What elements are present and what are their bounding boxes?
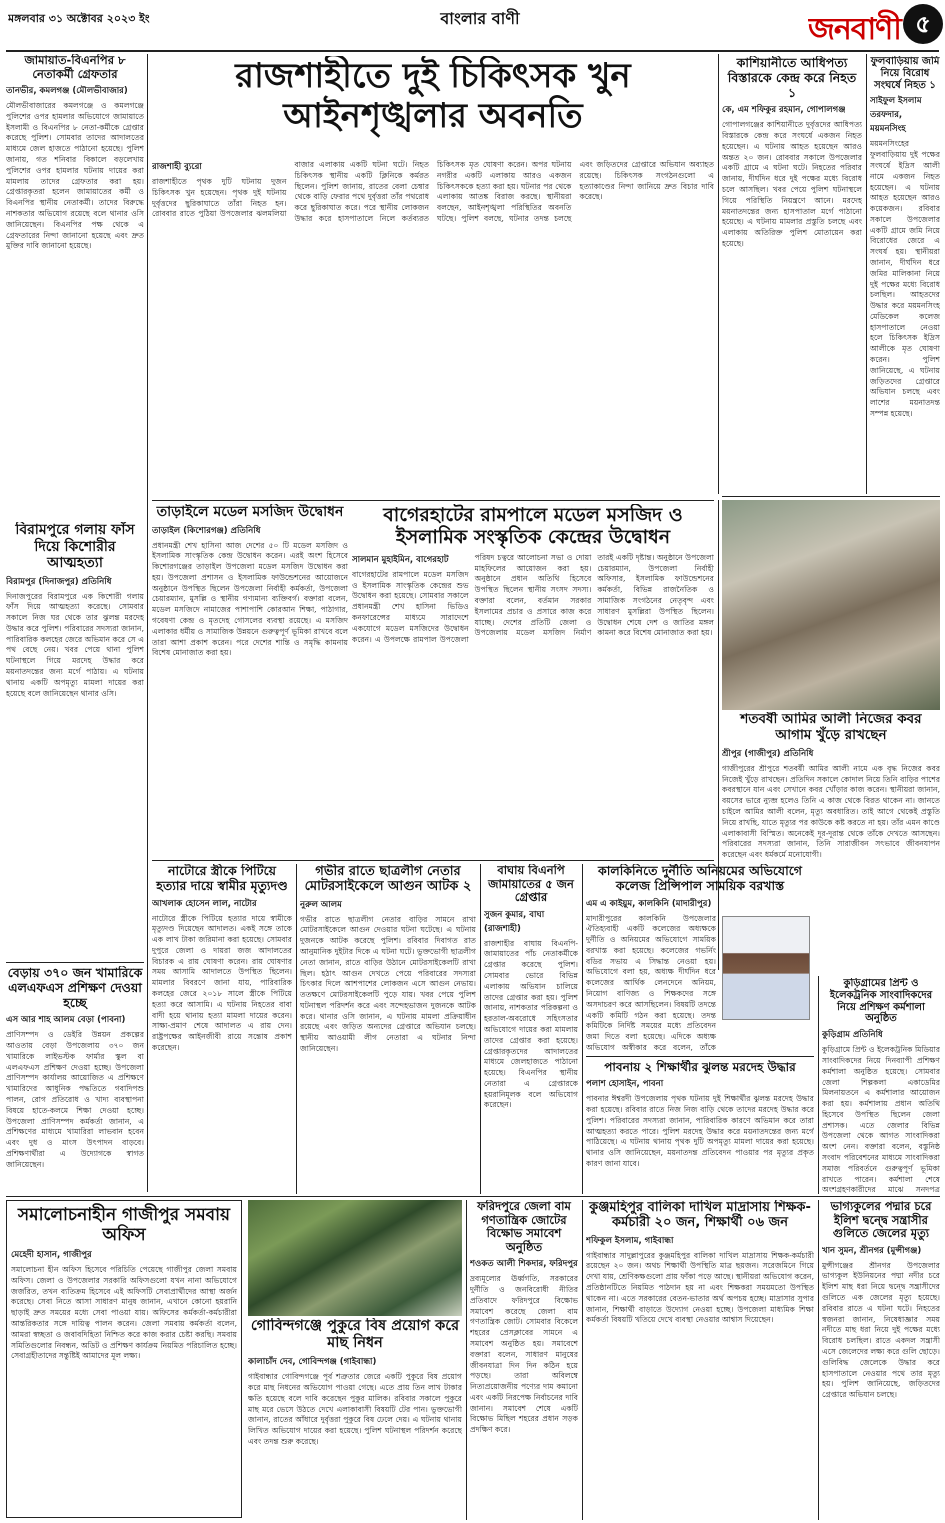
headline: গোবিন্দগঞ্জে পুকুরে বিষ প্রয়োগ করে মাছ নিধন xyxy=(250,1318,460,1352)
article-gazipur xyxy=(6,1200,242,1518)
divider xyxy=(6,1196,940,1197)
column-rule xyxy=(147,54,148,1192)
page-number: ৫ xyxy=(903,4,943,44)
article-body: গাইবান্ধার গোবিন্দগঞ্জে পূর্ব শত্রুতার জেরে একটি পুকুরে বিষ প্রয়োগ করে মাছ নিধনের অভিযোগ পাওয়া গেছে। এতে প্রায় তিন লাখ টাকার ক্ষতি হয়েছে বলে দাবি করেছেন পুকুর মালিক। রবিবার সকালে পুকুরে মাছ মরে ভেসে উঠতে দেখে এলাকাবাসী বিষয়টি টের পান। ভুক্তভোগী জানান, রাতের আঁধারে দুর্বৃত্তরা পুকুরে বিষ ঢেলে দেয়। এ ঘটনায় থানায় লিখিত অভিযোগ দায়ের করা হয়েছে। পুলিশ ঘটনাস্থল পরিদর্শন করেছে এবং তদন্ত শুরু করেছে। xyxy=(248,1372,462,1446)
article-body: মাদারীপুরের কালকিনি উপজেলার ঐতিহ্যবাহী একটি কলেজের অধ্যক্ষকে দুর্নীতি ও অনিয়মের অভিযোগে সাময়িক বরখাস্ত করা হয়েছে। কলেজের গভর্নিং বডির সভায় এ সিদ্ধান্ত নেওয়া হয়। অভিযোগে বলা হয়, অধ্যক্ষ দীর্ঘদিন ধরে কলেজের আর্থিক লেনদেনে অনিয়ম, নিয়োগ বাণিজ্য ও শিক্ষকদের সঙ্গে অসদাচরণ করে আসছিলেন। বিষয়টি তদন্তে একটি কমিটি গঠন করা হয়েছে। তদন্ত কমিটিকে নির্দিষ্ট সময়ের মধ্যে প্রতিবেদন জমা দিতে বলা হয়েছে। এদিকে অধ্যক্ষ অভিযোগ অস্বীকার করে বলেন, তাঁকে xyxy=(586,913,716,1052)
article-bagha xyxy=(484,864,578,1194)
column-rule xyxy=(866,54,867,494)
article-body: দ্রব্যমূল্যের ঊর্ধ্বগতি, সরকারের দুর্নীতি ও জনবিরোধী নীতির প্রতিবাদে ফরিদপুরে বিক্ষোভ সমাবেশ করেছে জেলা বাম গণতান্ত্রিক জোট। সোমবার বিকেলে শহরের প্রেসক্লাবের সামনে এ সমাবেশ অনুষ্ঠিত হয়। সমাবেশে বক্তারা বলেন, সাধারণ মানুষের জীবনযাত্রা দিন দিন কঠিন হয়ে পড়ছে। তারা অবিলম্বে নিত্যপ্রয়োজনীয় পণ্যের দাম কমানো এবং একটি নিরপেক্ষ নির্বাচনের দাবি জানান। সমাবেশ শেষে একটি বিক্ষোভ মিছিল শহরের প্রধান সড়ক প্রদক্ষিণ করে। xyxy=(470,1274,578,1435)
headline: গভীর রাতে ছাত্রলীগ নেতার মোটরসাইকেলে আগুন আটক ২ xyxy=(304,864,472,895)
byline: শফিকুল ইসলাম, গাইবান্ধা xyxy=(586,1235,674,1246)
article-body: বাগেরহাটের রামপালে মডেল মসজিদ ও ইসলামিক সাংস্কৃতিক কেন্দ্রের শুভ উদ্বোধন করা হয়েছে। সোমবার সকালে প্রধানমন্ত্রী শেখ হাসিনা ভিডিও কনফারেন্সের মাধ্যমে সারাদেশে একযোগে মডেল মসজিদের উদ্বোধন করেন। এ উপলক্ষে রামপাল উপজেলা পরিষদ চত্বরে আলোচনা সভা ও দোয়া মাহফিলের আয়োজন করা হয়। অনুষ্ঠানে প্রধান অতিথি হিসেবে উপস্থিত ছিলেন স্থানীয় সংসদ সদস্য। বক্তারা বলেন, বর্তমান সরকার ইসলামের প্রচার ও প্রসারে কাজ করে যাচ্ছে। দেশের প্রতিটি জেলা ও উপজেলায় মডেল মসজিদ নির্মাণ তারই একটি দৃষ্টান্ত। অনুষ্ঠানে উপজেলা চেয়ারম্যান, উপজেলা নির্বাহী অফিসার, ইসলামিক ফাউন্ডেশনের কর্মকর্তা, বিভিন্ন রাজনৈতিক ও সামাজিক সংগঠনের নেতৃবৃন্দ এবং সাধারণ মুসল্লিরা উপস্থিত ছিলেন। উদ্বোধন শেষে দেশ ও জাতির মঙ্গল কামনা করে বিশেষ মোনাজাত করা হয়। xyxy=(352,552,714,644)
byline: বিরামপুর (দিনাজপুর) প্রতিনিধি xyxy=(6,576,112,587)
brand-logo xyxy=(808,2,943,50)
article-kurigram xyxy=(822,978,940,1194)
headline: ভাগ্যকুলের পদ্মার চরে ইলিশ দ্বন্দ্বে সন্ত্রাসীর গুলিতে জেলের মৃত্যু xyxy=(830,1200,932,1241)
brand-logo-text: জনবাণী xyxy=(808,12,901,47)
headline: জামায়াত-বিএনপির ৮ নেতাকর্মী গ্রেফতার xyxy=(24,54,126,81)
article-body: রাজশাহীতে পৃথক দুটি ঘটনায় দুজন চিকিৎসক খুন হয়েছেন। পৃথক দুই ঘটনায় দুর্বৃত্তদের ছুরিকাঘাতে তাঁরা নিহত হন। রোববার রাতে পুঠিয়া উপজেলার ঝলমলিয়া বাজার এলাকায় একটি ঘটনা ঘটে। নিহত চিকিৎসক স্থানীয় একটি ক্লিনিকে কর্মরত ছিলেন। পুলিশ জানায়, রাতের বেলা চেম্বার থেকে বাড়ি ফেরার পথে দুর্বৃত্তরা তাঁর পথরোধ করে ছুরিকাঘাত করে। পরে স্থানীয় লোকজন উদ্ধার করে হাসপাতালে নিলে কর্তব্যরত চিকিৎসক মৃত ঘোষণা করেন। অপর ঘটনায় নগরীর একটি এলাকায় আরও একজন চিকিৎসককে হত্যা করা হয়। ঘটনার পর থেকে এলাকায় আতঙ্ক বিরাজ করছে। স্থানীয়রা বলছেন, আইনশৃঙ্খলা পরিস্থিতির অবনতি ঘটছে। পুলিশ বলছে, ঘটনার তদন্ত চলছে এবং জড়িতদের গ্রেপ্তারে অভিযান অব্যাহত রয়েছে। চিকিৎসক সংগঠনগুলো এ হত্যাকাণ্ডের নিন্দা জানিয়ে দ্রুত বিচার দাবি করেছে। xyxy=(152,160,714,223)
article-body: গভীর রাতে ছাত্রলীগ নেতার বাড়ির সামনে রাখা মোটরসাইকেলে আগুন দেওয়ার ঘটনা ঘটেছে। এ ঘটনায় দুজনকে আটক করেছে পুলিশ। রবিবার দিবাগত রাত আনুমানিক দুইটার দিকে এ ঘটনা ঘটে। ভুক্তভোগী ছাত্রলীগ নেতা জানান, রাতে বাড়ির উঠানে মোটরসাইকেলটি রাখা ছিল। হঠাৎ আগুন দেখতে পেয়ে পরিবারের সদস্যরা চিৎকার দিলে আশপাশের লোকজন এসে আগুন নেভায়। ততক্ষণে মোটরসাইকেলটি পুড়ে যায়। খবর পেয়ে পুলিশ ঘটনাস্থল পরিদর্শন করে এবং সন্দেহভাজন দুজনকে আটক করে। থানার ওসি জানান, এ ঘটনায় মামলা প্রক্রিয়াধীন রয়েছে এবং জড়িত অন্যদের গ্রেপ্তারে অভিযান চলছে। স্থানীয় আওয়ামী লীগ নেতারা এ ঘটনার নিন্দা জানিয়েছেন। xyxy=(300,914,476,1054)
byline: কুড়িগ্রাম প্রতিনিধি xyxy=(822,1030,883,1041)
headline: নাটোরে স্ত্রীকে পিটিয়ে হত্যার দায়ে স্বামীর মৃত্যুদণ্ড xyxy=(156,864,288,893)
article-body: রাজশাহীর বাঘায় বিএনপি-জামায়াতের পাঁচ নেতাকর্মীকে গ্রেপ্তার করেছে পুলিশ। সোমবার ভোরে বিভিন্ন এলাকায় অভিযান চালিয়ে তাদের গ্রেপ্তার করা হয়। পুলিশ জানায়, নাশকতার পরিকল্পনা ও হরতাল-অবরোধে সহিংসতার অভিযোগে দায়ের করা মামলায় তাদের গ্রেপ্তার করা হয়েছে। গ্রেপ্তারকৃতদের আদালতের মাধ্যমে জেলহাজতে পাঠানো হয়েছে। বিএনপির স্থানীয় নেতারা এ গ্রেপ্তারকে হয়রানিমূলক বলে অভিযোগ করেছেন। xyxy=(484,938,578,1110)
byline: সালমান মুহাইমিন, বাগেরহাট xyxy=(352,554,449,565)
headline: ফরিদপুরে জেলা বাম গণতান্ত্রিক জোটের বিক্ষোভ সমাবেশ অনুষ্ঠিত xyxy=(477,1200,571,1254)
article-body: মুন্সীগঞ্জের শ্রীনগর উপজেলার ভাগ্যকুল ইউনিয়নের পদ্মা নদীর চরে ইলিশ মাছ ধরা নিয়ে দ্বন্দ্বে সন্ত্রাসীদের গুলিতে এক জেলের মৃত্যু হয়েছে। রবিবার রাতে এ ঘটনা ঘটে। নিহতের স্বজনরা জানান, নিষেধাজ্ঞার সময় নদীতে মাছ ধরা নিয়ে দুই পক্ষের মধ্যে বিরোধ চলছিল। রাতে একদল সন্ত্রাসী এসে জেলেদের লক্ষ্য করে গুলি ছোড়ে। গুলিবিদ্ধ জেলেকে উদ্ধার করে হাসপাতালে নেওয়ার পথে তার মৃত্যু হয়। পুলিশ জানিয়েছে, জড়িতদের গ্রেপ্তারে অভিযান চলছে। xyxy=(822,1260,940,1400)
article-rajshahi xyxy=(152,160,714,490)
headline: শতবর্ষী আমির আলী নিজের কবর আগাম খুঁড়ে রাখছেন xyxy=(740,712,922,743)
byline: আখলাক হোসেন লাল, নাটোর xyxy=(152,898,257,909)
headline: কাশিয়ানীতে আধিপত্য বিস্তারকে কেন্দ্র করে নিহত ১ xyxy=(727,56,857,100)
article-body: দিনাজপুরের বিরামপুরে এক কিশোরী গলায় ফাঁস দিয়ে আত্মহত্যা করেছে। সোমবার সকালে নিজ ঘর থেকে তার ঝুলন্ত মরদেহ উদ্ধার করে পুলিশ। পরিবারের সদস্যরা জানান, পারিবারিক কলহের জেরে অভিমান করে সে এ পথ বেছে নেয়। খবর পেয়ে থানা পুলিশ ঘটনাস্থলে গিয়ে মরদেহ উদ্ধার করে ময়নাতদন্তের জন্য মর্গে পাঠায়। এ ঘটনায় থানায় একটি অপমৃত্যু মামলা দায়ের করা হয়েছে বলে জানিয়েছেন থানার ওসি। xyxy=(6,591,144,698)
article-body: গাজীপুরের শ্রীপুরে শতবর্ষী আমির আলী নামে এক বৃদ্ধ নিজের কবর নিজেই খুঁড়ে রাখছেন। প্রতিদিন সকালে কোদাল নিয়ে তিনি বাড়ির পাশের কবরস্থানে যান এবং সেখানে কবর খোঁড়ার কাজ করেন। স্থানীয়রা জানান, বয়সের ভারে ন্যুব্জ হলেও তিনি এ কাজ থেকে বিরত থাকেন না। জানতে চাইলে আমির আলী বলেন, মৃত্যু অবধারিত। তাই আগে থেকেই প্রস্তুতি নিয়ে রাখছি, যাতে মৃত্যুর পর কাউকে কষ্ট করতে না হয়। তাঁর এমন কাণ্ডে এলাকাবাসী বিস্মিত। অনেকেই দূর-দূরান্ত থেকে তাঁকে দেখতে আসছেন। পরিবারের সদস্যরা জানান, তিনি সারাজীবন সৎভাবে জীবনযাপন করেছেন এবং ধর্মকর্মে মনোযোগী। xyxy=(722,763,940,860)
column-rule xyxy=(582,1200,583,1520)
column-rule xyxy=(296,864,297,1194)
article-jamaat xyxy=(6,54,144,524)
headline: কালকিনিতে দুর্নীতি অনিয়মের অভিযোগে কলেজ প্রিন্সিপাল সাময়িক বরখাস্ত xyxy=(598,864,802,893)
article-tarail xyxy=(152,504,348,874)
byline: সাইফুল ইসলাম তরফদার, ময়মনসিংহ xyxy=(870,96,922,135)
column-rule xyxy=(466,1200,467,1520)
photo-dead-fish-pond xyxy=(248,1200,462,1316)
headline: বাঘায় বিএনপি জামায়াতের ৫ জন গ্রেপ্তার xyxy=(488,864,574,905)
byline: কে, এম শফিকুর রহমান, গোপালগঞ্জ xyxy=(722,105,846,116)
paper-section-title: বাংলার বাণী xyxy=(440,9,520,28)
column-rule xyxy=(480,864,481,1194)
article-natore xyxy=(152,864,292,1194)
divider xyxy=(722,496,940,497)
column-rule xyxy=(718,54,719,494)
byline: রাজশাহী ব্যুরো xyxy=(152,162,202,172)
article-body: গাইবান্ধার সাদুল্লাপুরের কুঞ্জমহিপুর বালিকা দাখিল মাদ্রাসায় শিক্ষক-কর্মচারী রয়েছেন ২০ জন। অথচ শিক্ষার্থী উপস্থিতি মাত্র ছয়জন। সরেজমিনে গিয়ে দেখা যায়, শ্রেণিকক্ষগুলো প্রায় ফাঁকা পড়ে আছে। স্থানীয়রা অভিযোগ করেন, প্রতিষ্ঠানটিতে নিয়মিত পাঠদান হয় না এবং শিক্ষকরা সময়মতো উপস্থিত থাকেন না। এতে সরকারের বেতন-ভাতার অর্থ অপচয় হচ্ছে। মাদ্রাসার সুপার জানান, শিক্ষার্থী বাড়াতে উদ্যোগ নেওয়া হচ্ছে। উপজেলা মাধ্যমিক শিক্ষা কর্মকর্তা বিষয়টি খতিয়ে দেখে ব্যবস্থা নেওয়ার আশ্বাস দিয়েছেন। xyxy=(586,1250,814,1325)
column-rule xyxy=(582,864,583,1194)
byline: এম এ কাইয়ুম, কালকিনি (মাদারীপুর) xyxy=(586,898,712,909)
article-columns xyxy=(352,553,714,645)
photo-old-man-digging xyxy=(722,500,940,710)
byline: কালাচাঁদ দেব, গোবিন্দগঞ্জ (গাইবান্ধা) xyxy=(248,1357,377,1368)
byline: খান সুমন, শ্রীনগর (মুন্সীগঞ্জ) xyxy=(822,1245,922,1256)
article-body: মৌলভীবাজারের কমলগঞ্জে ও কমলগঞ্জে পুলিশের ওপর হামলার অভিযোগে জামায়াতে ইসলামী ও বিএনপির ৮ নেতা-কর্মীকে গ্রেপ্তার করেছে পুলিশ। সোমবার তাদের আদালতের মাধ্যমে জেল হাজতে পাঠানো হয়েছে। পুলিশ জানায়, গত শনিবার বিকালে বড়লেখায় পুলিশের ওপর হামলার ঘটনায় দায়ের করা মামলায় তাদের গ্রেফতার করা হয়। গ্রেপ্তারকৃতরা হলেন জামায়াতের কর্মী ও বিএনপির স্থানীয় নেতাকর্মী। তাদের বিরুদ্ধে নাশকতার অভিযোগ রয়েছে বলে থানার ওসি জানিয়েছেন। বিএনপির পক্ষ থেকে এ গ্রেফতারের নিন্দা জানানো হয়েছে এবং দ্রুত মুক্তির দাবি জানানো হয়েছে। xyxy=(6,101,144,251)
byline: তাড়াইল (কিশোরগঞ্জ) প্রতিনিধি xyxy=(152,525,261,536)
article-kashiani xyxy=(722,56,862,496)
masthead-rule xyxy=(6,50,939,52)
byline: তানভীর, কমলগঞ্জ (মৌলভীবাজার) xyxy=(6,86,128,97)
article-bhagyakul xyxy=(822,1200,940,1520)
article-rajshahi-headline xyxy=(152,56,714,158)
byline: নুরুল আলম xyxy=(300,899,342,910)
divider xyxy=(152,500,714,501)
article-khamari xyxy=(6,966,144,1188)
headline: বাগেরহাটের রামপালে মডেল মসজিদ ও ইসলামিক সংস্কৃতিক কেন্দ্রের উদ্বোধন xyxy=(383,504,683,549)
headline: পাবনায় ২ শিক্ষার্থীর ঝুলন্ত মরদেহ উদ্ধার xyxy=(604,1060,796,1074)
divider xyxy=(586,1056,814,1057)
article-pabna xyxy=(586,1060,814,1194)
column-rule xyxy=(818,976,819,1194)
article-chhatraleague xyxy=(300,864,476,1194)
byline: সুজন কুমার, বাঘা (রাজশাহী) xyxy=(484,909,545,934)
photo-principal xyxy=(722,916,810,1020)
article-bagerhat xyxy=(352,504,714,854)
article-faridpur xyxy=(470,1200,578,1520)
column-rule xyxy=(818,1200,819,1520)
byline: এস আর শাহ আলম বেড়া (পাবনা) xyxy=(6,1015,126,1026)
headline: বেড়ায় ৩৭০ জন খামারিকে এলএফএস প্রশিক্ষণ দেওয়া হচ্ছে xyxy=(7,966,143,1010)
article-biram xyxy=(6,522,144,962)
headline: কুড়িগ্রামের প্রিন্ট ও ইলেকট্রনিক সাংবাদিকদের নিয়ে প্রশিক্ষণ কর্মশালা অনুষ্ঠিত xyxy=(829,978,933,1025)
byline: শওকত আলী শিকদার, ফরিদপুর xyxy=(470,1259,578,1270)
byline: মেহেদী হাসান, গাজীপুর xyxy=(11,1250,92,1261)
article-body: গোপালগঞ্জের কাশিয়ানীতে দুর্বৃত্তদের আধিপত্য বিস্তারকে কেন্দ্র করে সংঘর্ষে একজন নিহত হয়েছেন। এ ঘটনায় আহত হয়েছেন আরও অন্তত ২০ জন। রোববার সকালে উপজেলার একটি গ্রামে এ ঘটনা ঘটে। নিহতের পরিবার জানায়, দীর্ঘদিন ধরে দুই পক্ষের মধ্যে বিরোধ চলে আসছিল। খবর পেয়ে পুলিশ ঘটনাস্থলে গিয়ে পরিস্থিতি নিয়ন্ত্রণে আনে। মরদেহ ময়নাতদন্তের জন্য হাসপাতাল মর্গে পাঠানো হয়েছে। এ ঘটনায় মামলার প্রস্তুতি চলছে এবং এলাকায় অতিরিক্ত পুলিশ মোতায়েন করা হয়েছে। xyxy=(722,120,862,248)
issue-date: মঙ্গলবার ৩১ অক্টোবর ২০২৩ ইং xyxy=(8,12,150,25)
article-body: সমালোচনা হীন অফিস হিসেবে পরিচিতি পেয়েছে গাজীপুর জেলা সমবায় অফিস। জেলা ও উপজেলার সরকারি অফিসগুলো যখন নানা অভিযোগে জর্জরিত, তখন ব্যতিক্রম হিসেবে এই অফিসটি সেবাপ্রার্থীদের আস্থা অর্জন করেছে। সেবা নিতে আসা সাধারণ মানুষ জানান, এখানে কোনো হয়রানি ছাড়াই দ্রুত সময়ের মধ্যে সেবা পাওয়া যায়। অফিসের কর্মকর্তা-কর্মচারীরা আন্তরিকতার সঙ্গে দায়িত্ব পালন করেন। জেলা সমবায় কর্মকর্তা বলেন, আমরা স্বচ্ছতা ও জবাবদিহিতা নিশ্চিত করে কাজ করার চেষ্টা করছি। সমবায় সমিতিগুলোর নিবন্ধন, অডিট ও প্রশিক্ষণ কার্যক্রম নিয়মিত পরিচালিত হচ্ছে। সেবাগ্রহীতাদের সন্তুষ্টিই আমাদের মূল লক্ষ্য। xyxy=(11,1265,237,1361)
divider xyxy=(152,860,714,861)
article-gobindaganj xyxy=(248,1318,462,1518)
article-body: প্রাণিসম্পদ ও ডেইরি উন্নয়ন প্রকল্পের আওতায় বেড়া উপজেলায় ৩৭০ জন খামারিকে লাইভস্টক ফার্মার স্কুল বা এলএফএস প্রশিক্ষণ দেওয়া হচ্ছে। উপজেলা প্রাণিসম্পদ কার্যালয় আয়োজিত এ প্রশিক্ষণে খামারিদের আধুনিক পদ্ধতিতে গবাদিপশু পালন, রোগ প্রতিরোধ ও খাদ্য ব্যবস্থাপনা বিষয়ে হাতে-কলমে শিক্ষা দেওয়া হচ্ছে। উপজেলা প্রাণিসম্পদ কর্মকর্তা জানান, এ প্রশিক্ষণের মাধ্যমে খামারিরা লাভবান হবেন এবং দুধ ও মাংস উৎপাদন বাড়বে। প্রশিক্ষণার্থীরা এ উদ্যোগকে স্বাগত জানিয়েছেন। xyxy=(6,1030,144,1169)
byline: পলাশ হোসাইন, পাবনা xyxy=(586,1079,664,1090)
headline: ফুলবাড়িয়ায় জমি নিয়ে বিরোধ সংঘর্ষে নিহত ১ xyxy=(870,56,940,91)
divider xyxy=(6,962,144,963)
headline: সমালোচনাহীন গাজীপুর সমবায় অফিস xyxy=(17,1205,231,1246)
headline: তাড়াইলে মডেল মসজিদ উদ্বোধন xyxy=(156,504,344,520)
article-kalkini xyxy=(586,864,814,1054)
article-body: ময়মনসিংহের ফুলবাড়িয়ায় দুই পক্ষের সংঘর্ষে ইদ্রিস আলী নামে একজন নিহত হয়েছেন। এ ঘটনায় আহত হয়েছেন আরও কয়েকজন। রবিবার সকালে উপজেলার একটি গ্রামে জমি নিয়ে বিরোধের জেরে এ সংঘর্ষ হয়। স্থানীয়রা জানান, দীর্ঘদিন ধরে জমির মালিকানা নিয়ে দুই পক্ষের মধ্যে বিরোধ চলছিল। আহতদের উদ্ধার করে ময়মনসিংহ মেডিকেল কলেজ হাসপাতালে নেওয়া হলে চিকিৎসক ইদ্রিস আলীকে মৃত ঘোষণা করেন। পুলিশ জানিয়েছে, এ ঘটনায় জড়িতদের গ্রেপ্তারে অভিযান চলছে এবং লাশের ময়নাতদন্ত সম্পন্ন হয়েছে। xyxy=(870,139,940,418)
headline: বিরামপুরে গলায় ফাঁস দিয়ে কিশোরীর আত্মহত্যা xyxy=(15,522,135,572)
headline: রাজশাহীতে দুই চিকিৎসক খুন আইনশৃঙ্খলার অবনতি xyxy=(235,56,631,137)
article-fulbaria xyxy=(870,56,940,496)
article-body: প্রধানমন্ত্রী শেখ হাসিনা আজ দেশের ৫০ টি মডেল মসজিদ ও ইসলামিক সাংস্কৃতিক কেন্দ্র উদ্বোধন করেন। এরই অংশ হিসেবে কিশোরগঞ্জের তাড়াইল উপজেলা মডেল মসজিদ উদ্বোধন করা হয়। উপজেলা প্রশাসন ও ইসলামিক ফাউন্ডেশনের আয়োজনে অনুষ্ঠানে উপস্থিত ছিলেন উপজেলা নির্বাহী কর্মকর্তা, উপজেলা চেয়ারম্যান, মুসল্লি ও স্থানীয় গণ্যমান্য ব্যক্তিবর্গ। বক্তারা বলেন, মডেল মসজিদে নামাজের পাশাপাশি কোরআন শিক্ষা, পাঠাগার, গবেষণা কেন্দ্র ও মৃতদেহ গোসলের ব্যবস্থা রয়েছে। এ মসজিদ এলাকার ধর্মীয় ও সামাজিক উন্নয়নে গুরুত্বপূর্ণ ভূমিকা রাখবে বলে তারা আশা প্রকাশ করেন। পরে দেশের শান্তি ও সমৃদ্ধি কামনায় বিশেষ মোনাজাত করা হয়। xyxy=(152,540,348,658)
article-body: কুড়িগ্রামে প্রিন্ট ও ইলেকট্রনিক মিডিয়ার সাংবাদিকদের নিয়ে দিনব্যাপী প্রশিক্ষণ কর্মশালা অনুষ্ঠিত হয়েছে। সোমবার জেলা শিল্পকলা একাডেমির মিলনায়তনে এ কর্মশালার আয়োজন করা হয়। কর্মশালায় প্রধান অতিথি হিসেবে উপস্থিত ছিলেন জেলা প্রশাসক। এতে জেলার বিভিন্ন উপজেলা থেকে আগত সাংবাদিকরা অংশ নেন। বক্তারা বলেন, বস্তুনিষ্ঠ সংবাদ পরিবেশনের মাধ্যমে সাংবাদিকরা সমাজ পরিবর্তনে গুরুত্বপূর্ণ ভূমিকা রাখতে পারেন। কর্মশালা শেষে অংশগ্রহণকারীদের মাঝে সনদপত্র xyxy=(822,1045,940,1194)
headline: কুঞ্জমহিপুর বালিকা দাখিল মাদ্রাসায় শিক্ষক-কর্মচারী ২০ জন, শিক্ষার্থী ০৬ জন xyxy=(589,1200,811,1231)
article-body: পাবনার ঈশ্বরদী উপজেলায় পৃথক ঘটনায় দুই শিক্ষার্থীর ঝুলন্ত মরদেহ উদ্ধার করা হয়েছে। রবিবার রাতে নিজ নিজ বাড়ি থেকে তাদের মরদেহ উদ্ধার করে পুলিশ। পরিবারের সদস্যরা জানান, পারিবারিক কারণে অভিমান করে তারা আত্মহত্যা করতে পারে। পুলিশ মরদেহ উদ্ধার করে ময়নাতদন্তের জন্য মর্গে পাঠিয়েছে। এ ঘটনায় থানায় পৃথক দুটি অপমৃত্যু মামলা দায়ের করা হয়েছে। থানার ওসি জানিয়েছেন, ময়নাতদন্ত প্রতিবেদন পাওয়ার পর মৃত্যুর প্রকৃত কারণ জানা যাবে। xyxy=(586,1094,814,1168)
byline: শ্রীপুর (গাজীপুর) প্রতিনিধি xyxy=(722,748,814,759)
article-body: নাটোরে স্ত্রীকে পিটিয়ে হত্যার দায়ে স্বামীকে মৃত্যুদণ্ড দিয়েছেন আদালত। একই সঙ্গে তাকে এক লাখ টাকা জরিমানা করা হয়েছে। সোমবার দুপুরে জেলা ও দায়রা জজ আদালতের বিচারক এ রায় ঘোষণা করেন। রায় ঘোষণার সময় আসামি আদালতে উপস্থিত ছিলেন। মামলার বিবরণে জানা যায়, পারিবারিক কলহের জেরে ২০১৮ সালে স্ত্রীকে পিটিয়ে হত্যা করে আসামি। এ ঘটনায় নিহতের বাবা বাদী হয়ে থানায় হত্যা মামলা দায়ের করেন। সাক্ষ্য-প্রমাণ শেষে আদালত এ রায় দেন। রাষ্ট্রপক্ষের আইনজীবী রায়ে সন্তোষ প্রকাশ করেছেন। xyxy=(152,913,292,1052)
article-kunjamohi xyxy=(586,1200,814,1520)
